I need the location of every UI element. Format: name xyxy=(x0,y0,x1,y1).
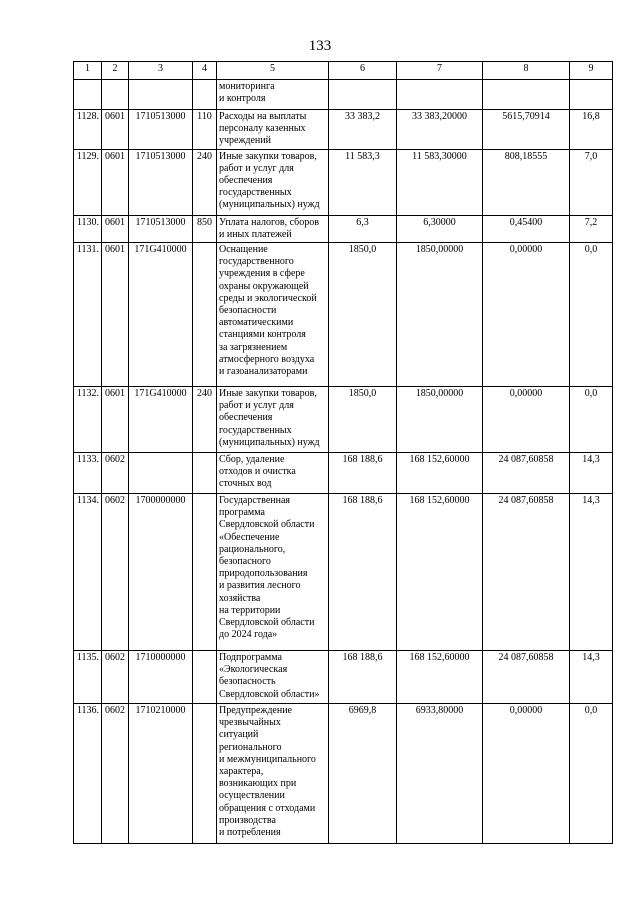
section-code: 0601 xyxy=(102,110,129,150)
row-number: 1128. xyxy=(74,110,102,150)
execution-percent: 0,0 xyxy=(570,704,613,844)
page-number: 133 xyxy=(308,38,332,54)
execution-percent xyxy=(570,80,613,110)
executed-amount: 0,00000 xyxy=(483,387,570,453)
adjusted-amount: 6933,80000 xyxy=(397,704,483,844)
header-row xyxy=(74,62,613,80)
planned-amount: 33 383,2 xyxy=(329,110,397,150)
table-row xyxy=(74,651,613,704)
header-cell: 6 xyxy=(329,62,397,80)
section-code: 0601 xyxy=(102,215,129,242)
row-number: 1132. xyxy=(74,387,102,453)
section-code: 0601 xyxy=(102,387,129,453)
execution-percent: 16,8 xyxy=(570,110,613,150)
description: Иные закупки товаров, работ и услуг для обеспечения государственных (муниципальных) нужд xyxy=(217,149,329,215)
header-cell: 2 xyxy=(102,62,129,80)
execution-percent: 7,2 xyxy=(570,215,613,242)
planned-amount: 6,3 xyxy=(329,215,397,242)
adjusted-amount: 168 152,60000 xyxy=(397,453,483,494)
description: Уплата налогов, сборов и иных платежей xyxy=(217,215,329,242)
adjusted-amount: 1850,00000 xyxy=(397,387,483,453)
table-body xyxy=(74,80,613,844)
table-row xyxy=(74,149,613,215)
planned-amount: 11 583,3 xyxy=(329,149,397,215)
executed-amount: 0,00000 xyxy=(483,243,570,387)
description: Подпрограмма «Экологическая безопасность Свердловской области» xyxy=(217,651,329,704)
planned-amount: 168 188,6 xyxy=(329,453,397,494)
table-row xyxy=(74,243,613,387)
expense-type-code: 850 xyxy=(193,215,217,242)
table-row xyxy=(74,110,613,150)
section-code: 0602 xyxy=(102,651,129,704)
executed-amount xyxy=(483,80,570,110)
expense-type-code xyxy=(193,704,217,844)
row-number: 1130. xyxy=(74,215,102,242)
expense-type-code: 110 xyxy=(193,110,217,150)
header-cell: 5 xyxy=(217,62,329,80)
description: Сбор, удаление отходов и очистка сточных вод xyxy=(217,453,329,494)
section-code: 0602 xyxy=(102,494,129,651)
section-code: 0602 xyxy=(102,704,129,844)
target-code: 1710513000 xyxy=(129,149,193,215)
planned-amount: 168 188,6 xyxy=(329,651,397,704)
planned-amount: 1850,0 xyxy=(329,243,397,387)
description: Иные закупки товаров, работ и услуг для обеспечения государственных (муниципальных) нужд xyxy=(217,387,329,453)
description: Оснащение государственного учреждения в сфере охраны окружающей среды и экологической безопасности автоматическими станциями контроля за загрязнением атмосферного воздуха и газоанализаторами xyxy=(217,243,329,387)
table-row xyxy=(74,494,613,651)
adjusted-amount: 6,30000 xyxy=(397,215,483,242)
row-number: 1133. xyxy=(74,453,102,494)
execution-percent: 0,0 xyxy=(570,243,613,387)
header-cell: 3 xyxy=(129,62,193,80)
expense-type-code xyxy=(193,453,217,494)
header-cell: 1 xyxy=(74,62,102,80)
table-row xyxy=(74,453,613,494)
table-row xyxy=(74,80,613,110)
header-cell: 8 xyxy=(483,62,570,80)
planned-amount xyxy=(329,80,397,110)
adjusted-amount: 168 152,60000 xyxy=(397,651,483,704)
section-code: 0601 xyxy=(102,149,129,215)
adjusted-amount: 168 152,60000 xyxy=(397,494,483,651)
expense-type-code: 240 xyxy=(193,387,217,453)
target-code: 1710210000 xyxy=(129,704,193,844)
row-number: 1134. xyxy=(74,494,102,651)
executed-amount: 0,45400 xyxy=(483,215,570,242)
target-code: 171G410000 xyxy=(129,243,193,387)
executed-amount: 808,18555 xyxy=(483,149,570,215)
description: Расходы на выплаты персоналу казенных учреждений xyxy=(217,110,329,150)
target-code: 1710000000 xyxy=(129,651,193,704)
expense-type-code xyxy=(193,80,217,110)
table-row xyxy=(74,215,613,242)
execution-percent: 14,3 xyxy=(570,494,613,651)
target-code: 1710513000 xyxy=(129,110,193,150)
planned-amount: 6969,8 xyxy=(329,704,397,844)
execution-percent: 14,3 xyxy=(570,453,613,494)
row-number: 1135. xyxy=(74,651,102,704)
header-cell: 4 xyxy=(193,62,217,80)
adjusted-amount: 11 583,30000 xyxy=(397,149,483,215)
description: Государственная программа Свердловской области «Обеспечение рационального, безопасного природопользования и развития лесного хозяйства на территории Свердловской области до 2024 года» xyxy=(217,494,329,651)
table-row xyxy=(74,704,613,844)
target-code: 171G410000 xyxy=(129,387,193,453)
adjusted-amount xyxy=(397,80,483,110)
description: Предупреждение чрезвычайных ситуаций регионального и межмуниципального характера, возникающих при осуществлении обращения с отходами производства и потребления xyxy=(217,704,329,844)
expense-type-code xyxy=(193,243,217,387)
executed-amount: 24 087,60858 xyxy=(483,453,570,494)
planned-amount: 1850,0 xyxy=(329,387,397,453)
row-number xyxy=(74,80,102,110)
description: мониторинга и контроля xyxy=(217,80,329,110)
header-cell: 7 xyxy=(397,62,483,80)
budget-table xyxy=(73,61,613,844)
row-number: 1129. xyxy=(74,149,102,215)
target-code: 1710513000 xyxy=(129,215,193,242)
section-code: 0602 xyxy=(102,453,129,494)
planned-amount: 168 188,6 xyxy=(329,494,397,651)
adjusted-amount: 33 383,20000 xyxy=(397,110,483,150)
table-row xyxy=(74,387,613,453)
executed-amount: 24 087,60858 xyxy=(483,651,570,704)
section-code xyxy=(102,80,129,110)
execution-percent: 7,0 xyxy=(570,149,613,215)
expense-type-code xyxy=(193,651,217,704)
adjusted-amount: 1850,00000 xyxy=(397,243,483,387)
target-code xyxy=(129,453,193,494)
row-number: 1131. xyxy=(74,243,102,387)
row-number: 1136. xyxy=(74,704,102,844)
execution-percent: 14,3 xyxy=(570,651,613,704)
execution-percent: 0,0 xyxy=(570,387,613,453)
target-code: 1700000000 xyxy=(129,494,193,651)
expense-type-code: 240 xyxy=(193,149,217,215)
target-code xyxy=(129,80,193,110)
executed-amount: 24 087,60858 xyxy=(483,494,570,651)
header-cell: 9 xyxy=(570,62,613,80)
section-code: 0601 xyxy=(102,243,129,387)
executed-amount: 0,00000 xyxy=(483,704,570,844)
executed-amount: 5615,70914 xyxy=(483,110,570,150)
expense-type-code xyxy=(193,494,217,651)
